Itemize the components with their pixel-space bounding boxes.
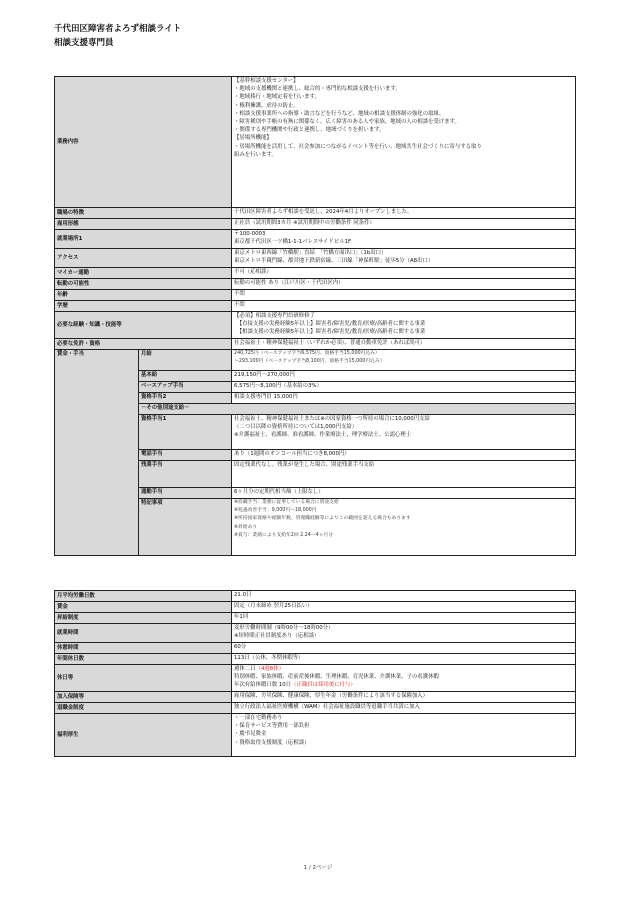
field-label: 必要な免許・資格 <box>55 339 232 350</box>
value-line: 正社員（試用期間3カ月 ※試用期間中の労働条件 同条件） <box>234 220 375 226</box>
field-value <box>232 268 576 279</box>
value-line: ～293,100円（ベースアップ手当8,100円、資格手当15,000円込み） <box>234 359 385 365</box>
wage-sub-label: 通勤手当 <box>139 488 232 499</box>
field-value <box>232 312 576 339</box>
field-value <box>232 643 576 654</box>
wage-sub-label: 資格手当1 <box>139 415 232 450</box>
field-label: 年齢 <box>55 290 232 301</box>
field-label: 昇給制度 <box>55 613 232 624</box>
value-line: 固定残業代なし。残業が発生した場合、別途残業手当支給 <box>234 462 375 468</box>
table-row <box>55 654 576 665</box>
table-row <box>55 279 576 290</box>
value-line: 【基幹相談支援センター】 <box>234 78 299 84</box>
value-line: 【居場所機能】 <box>234 135 272 142</box>
field-value <box>232 371 576 382</box>
field-value <box>232 602 576 613</box>
field-label: 転勤の可能性 <box>55 279 232 290</box>
value-line: 転勤の可能性 あり（江戸川区・千代田区内） <box>234 280 344 286</box>
field-value <box>232 208 576 219</box>
field-label: 加入保険等 <box>55 692 232 703</box>
value-line: 219,150円～270,000円 <box>234 372 295 378</box>
field-label: 就業時間 <box>55 624 232 643</box>
value-line: ※介護福祉士、看護師、准看護師、作業療法士、理学療法士、公認心理士 <box>234 432 412 439</box>
value-line: 60分 <box>234 644 247 650</box>
field-label: 休日等 <box>55 665 232 692</box>
field-value <box>232 415 576 450</box>
field-label: 必要な経験・知識・技能等 <box>55 312 232 339</box>
field-label: 月平均労働日数 <box>55 591 232 602</box>
field-value <box>232 393 576 404</box>
value-line: 固定（月末締め 翌月25日払い） <box>234 603 313 609</box>
wage-sub-label: 月給 <box>139 350 232 371</box>
table-row <box>55 230 576 249</box>
field-label: 就業場所1 <box>55 230 232 249</box>
value-line: ・地域の支援機関と連携し、総合的・専門的な相談支援を行います。 <box>234 86 401 93</box>
value-line: 〒100-0003 <box>234 231 266 237</box>
value-line: ・地域移行・地域定着を行います。 <box>234 94 320 101</box>
field-value <box>232 654 576 665</box>
value-line: ・相談支援事業所への指導・助言などを行うなど、地域の相談支援体制の強化の取組。 <box>234 110 445 117</box>
field-label: 学歴 <box>55 301 232 312</box>
value-line: ・保育サービス等費用一部負担 <box>234 723 310 730</box>
wage-sub-label: ベースアップ手当 <box>139 382 232 393</box>
value-line: ※短時間正社員制度あり（応相談） <box>234 633 320 640</box>
table-row <box>55 714 576 757</box>
value-line: 東京メトロ半蔵門線、都営地下鉄新宿線、三田線「神保町駅」徒歩5分（A8出口） <box>234 258 434 265</box>
value-line: 【直接支援の実務経験5年以上】障害者/障害児/教育/医療/高齢者に関する事業 <box>234 321 426 328</box>
value-line: ※所持国家資格や経験年数、管理職経験等によりこの範囲を超える場合もあります <box>234 516 411 522</box>
wage-sub-label: 特記事項 <box>139 499 232 556</box>
field-label: 賃金 <box>55 602 232 613</box>
field-label: アクセス <box>55 249 232 268</box>
table-row <box>55 703 576 714</box>
value-line: 社会福祉士・精神保健福祉士（いずれか必須）、普通自動車免許（あれば尚可） <box>234 340 426 346</box>
field-label: 業務内容 <box>55 77 232 208</box>
value-line: ・慶弔見舞金 <box>234 731 267 738</box>
field-label: 職場の特徴 <box>55 208 232 219</box>
table-row <box>55 643 576 654</box>
field-value <box>232 301 576 312</box>
value-line: ※昇給あり <box>234 524 258 530</box>
wage-sub-label: 資格手当2 <box>139 393 232 404</box>
value-line: 240,725円（ベースアップ手当6,575円、資格手当15,000円込み） <box>234 351 380 356</box>
value-line: ※賞与：業績により支給年2回 2.24～4ヶ月分 <box>234 532 334 538</box>
field-value <box>232 692 576 703</box>
table-row <box>55 624 576 643</box>
value-line: 社会福祉士、精神保健福祉士または※の国家資格一つ所持の場合に10,000円支給 <box>234 416 430 422</box>
emphasis-text: （4週8休） <box>255 666 285 672</box>
value-line: ・関係する専門機関や行政と連携し、地域づくりを担います。 <box>234 127 385 134</box>
field-value <box>232 461 576 488</box>
field-label: 休憩時間 <box>55 643 232 654</box>
value-line: 【相談支援の実務経験5年以上】障害者/障害児/教育/医療/高齢者に関する事業 <box>234 329 426 336</box>
field-label: 年間休日数 <box>55 654 232 665</box>
value-line: 週休二日（4週8休） <box>234 666 285 672</box>
value-line: ・障害種別や手帳の有無に関係なく、広く障害のある人や家族、地域の人の相談を受けます。 <box>234 118 460 125</box>
field-value <box>232 665 576 692</box>
value-line: 組みを行います。 <box>234 151 277 158</box>
page-number: 1 / 2ページ <box>303 865 333 871</box>
field-value <box>232 350 576 371</box>
field-value <box>232 591 576 602</box>
field-value <box>232 382 576 393</box>
value-line: 6ヶ月分の定期代相当額（上限なし） <box>234 489 324 495</box>
value-line: 独立行政法人福祉医療機構（WAM）社会福祉施設職員等退職手当共済に加入 <box>234 704 420 710</box>
field-label: マイカー通勤 <box>55 268 232 279</box>
value-line: ・一部在宅勤務あり <box>234 715 283 721</box>
value-line: 【必須】相談支援専門員研修修了 <box>234 313 315 319</box>
value-line: 113日（公休、冬期休暇等） <box>234 655 304 661</box>
field-value <box>232 499 576 556</box>
field-value <box>232 77 576 208</box>
table-row <box>55 219 576 230</box>
value-line: 東京メトロ東西線「竹橋駅」直結 「竹橋方面出口」（1b出口） <box>234 250 387 256</box>
document-subtitle: 相談支援専門員 <box>54 38 114 48</box>
value-line: あり（1週間のオンコール担当につき8,000円） <box>234 451 350 457</box>
field-value <box>232 703 576 714</box>
field-value <box>232 290 576 301</box>
table-row <box>55 268 576 279</box>
emphasis-text: （正職員は採用後に付与） <box>291 682 356 689</box>
value-line: ※処遇改善手当：9,000円～18,000円 <box>234 508 317 514</box>
table-row <box>55 312 576 339</box>
value-line: 変形労働時間制（9時00分～18時00分） <box>234 625 334 631</box>
field-value <box>232 339 576 350</box>
value-line: 6,575円～8,100円（基本給の3%） <box>234 383 322 389</box>
value-line: ・居場所機能を活用して、社会参加につながるイベント等を行い、地域共生社会づくりに寄与する取り <box>234 143 482 150</box>
field-value <box>232 488 576 499</box>
value-line: 年次有給休暇日数 10日（正職員は採用後に付与） <box>234 682 356 689</box>
value-line: ・権利擁護、虐待の防止。 <box>234 102 299 109</box>
table-row <box>55 77 576 208</box>
table-row <box>55 339 576 350</box>
field-value <box>232 613 576 624</box>
value-line: （二つ目以降の資格所持については1,000円支給） <box>234 424 358 431</box>
wage-row <box>55 350 576 371</box>
table-row <box>55 301 576 312</box>
value-line: 21.0日 <box>234 592 252 598</box>
table-row <box>55 208 576 219</box>
value-line: 年1回 <box>234 614 249 620</box>
field-value <box>232 249 576 268</box>
table-row <box>55 692 576 703</box>
wage-sub-label: －その他別途支給－ <box>139 404 576 415</box>
value-line: ※役職手当：業務に従事している場合に別途支給 <box>234 500 339 505</box>
table-row <box>55 613 576 624</box>
job-details-table <box>54 76 576 556</box>
field-value <box>232 219 576 230</box>
document-title: 千代田区障害者よろず相談ライト <box>54 24 182 34</box>
wage-sub-label: 基本給 <box>139 371 232 382</box>
field-value <box>232 714 576 757</box>
field-value <box>232 624 576 643</box>
value-line: 相談支援専門員 15,000円 <box>234 394 298 400</box>
field-value <box>232 230 576 249</box>
value-line: 不問 <box>234 302 245 308</box>
value-line: 特別休暇、家族休暇、産前産後休暇、生理休暇、育児休業、介護休業、子の看護休暇 <box>234 674 439 681</box>
value-line: 東京都千代田区一ツ橋1-1-1パレスサイドビル1F <box>234 239 352 246</box>
field-label: 雇用形態 <box>55 219 232 230</box>
table-row <box>55 602 576 613</box>
field-value <box>232 279 576 290</box>
value-line: 不可（応相談） <box>234 269 272 275</box>
value-line: 雇用保険、労災保険、健康保険、厚生年金（労働条件により該当する保険加入） <box>234 693 429 699</box>
table-row <box>55 591 576 602</box>
field-label: 賃金・手当 <box>55 350 139 556</box>
wage-sub-label: 残業手当 <box>139 461 232 488</box>
wage-sub-label: 電話手当 <box>139 450 232 461</box>
value-line: ・資格取得支援制度（応相談） <box>234 739 310 746</box>
working-conditions-table <box>54 590 576 757</box>
table-row <box>55 665 576 692</box>
value-line: 千代田区障害者よろず相談を受託し、2024年4月よりオープンしました。 <box>234 209 413 215</box>
field-value <box>232 450 576 461</box>
value-line: 不問 <box>234 291 245 297</box>
field-label: 退職金制度 <box>55 703 232 714</box>
table-row <box>55 249 576 268</box>
table-row <box>55 290 576 301</box>
field-label: 福利厚生 <box>55 714 232 757</box>
